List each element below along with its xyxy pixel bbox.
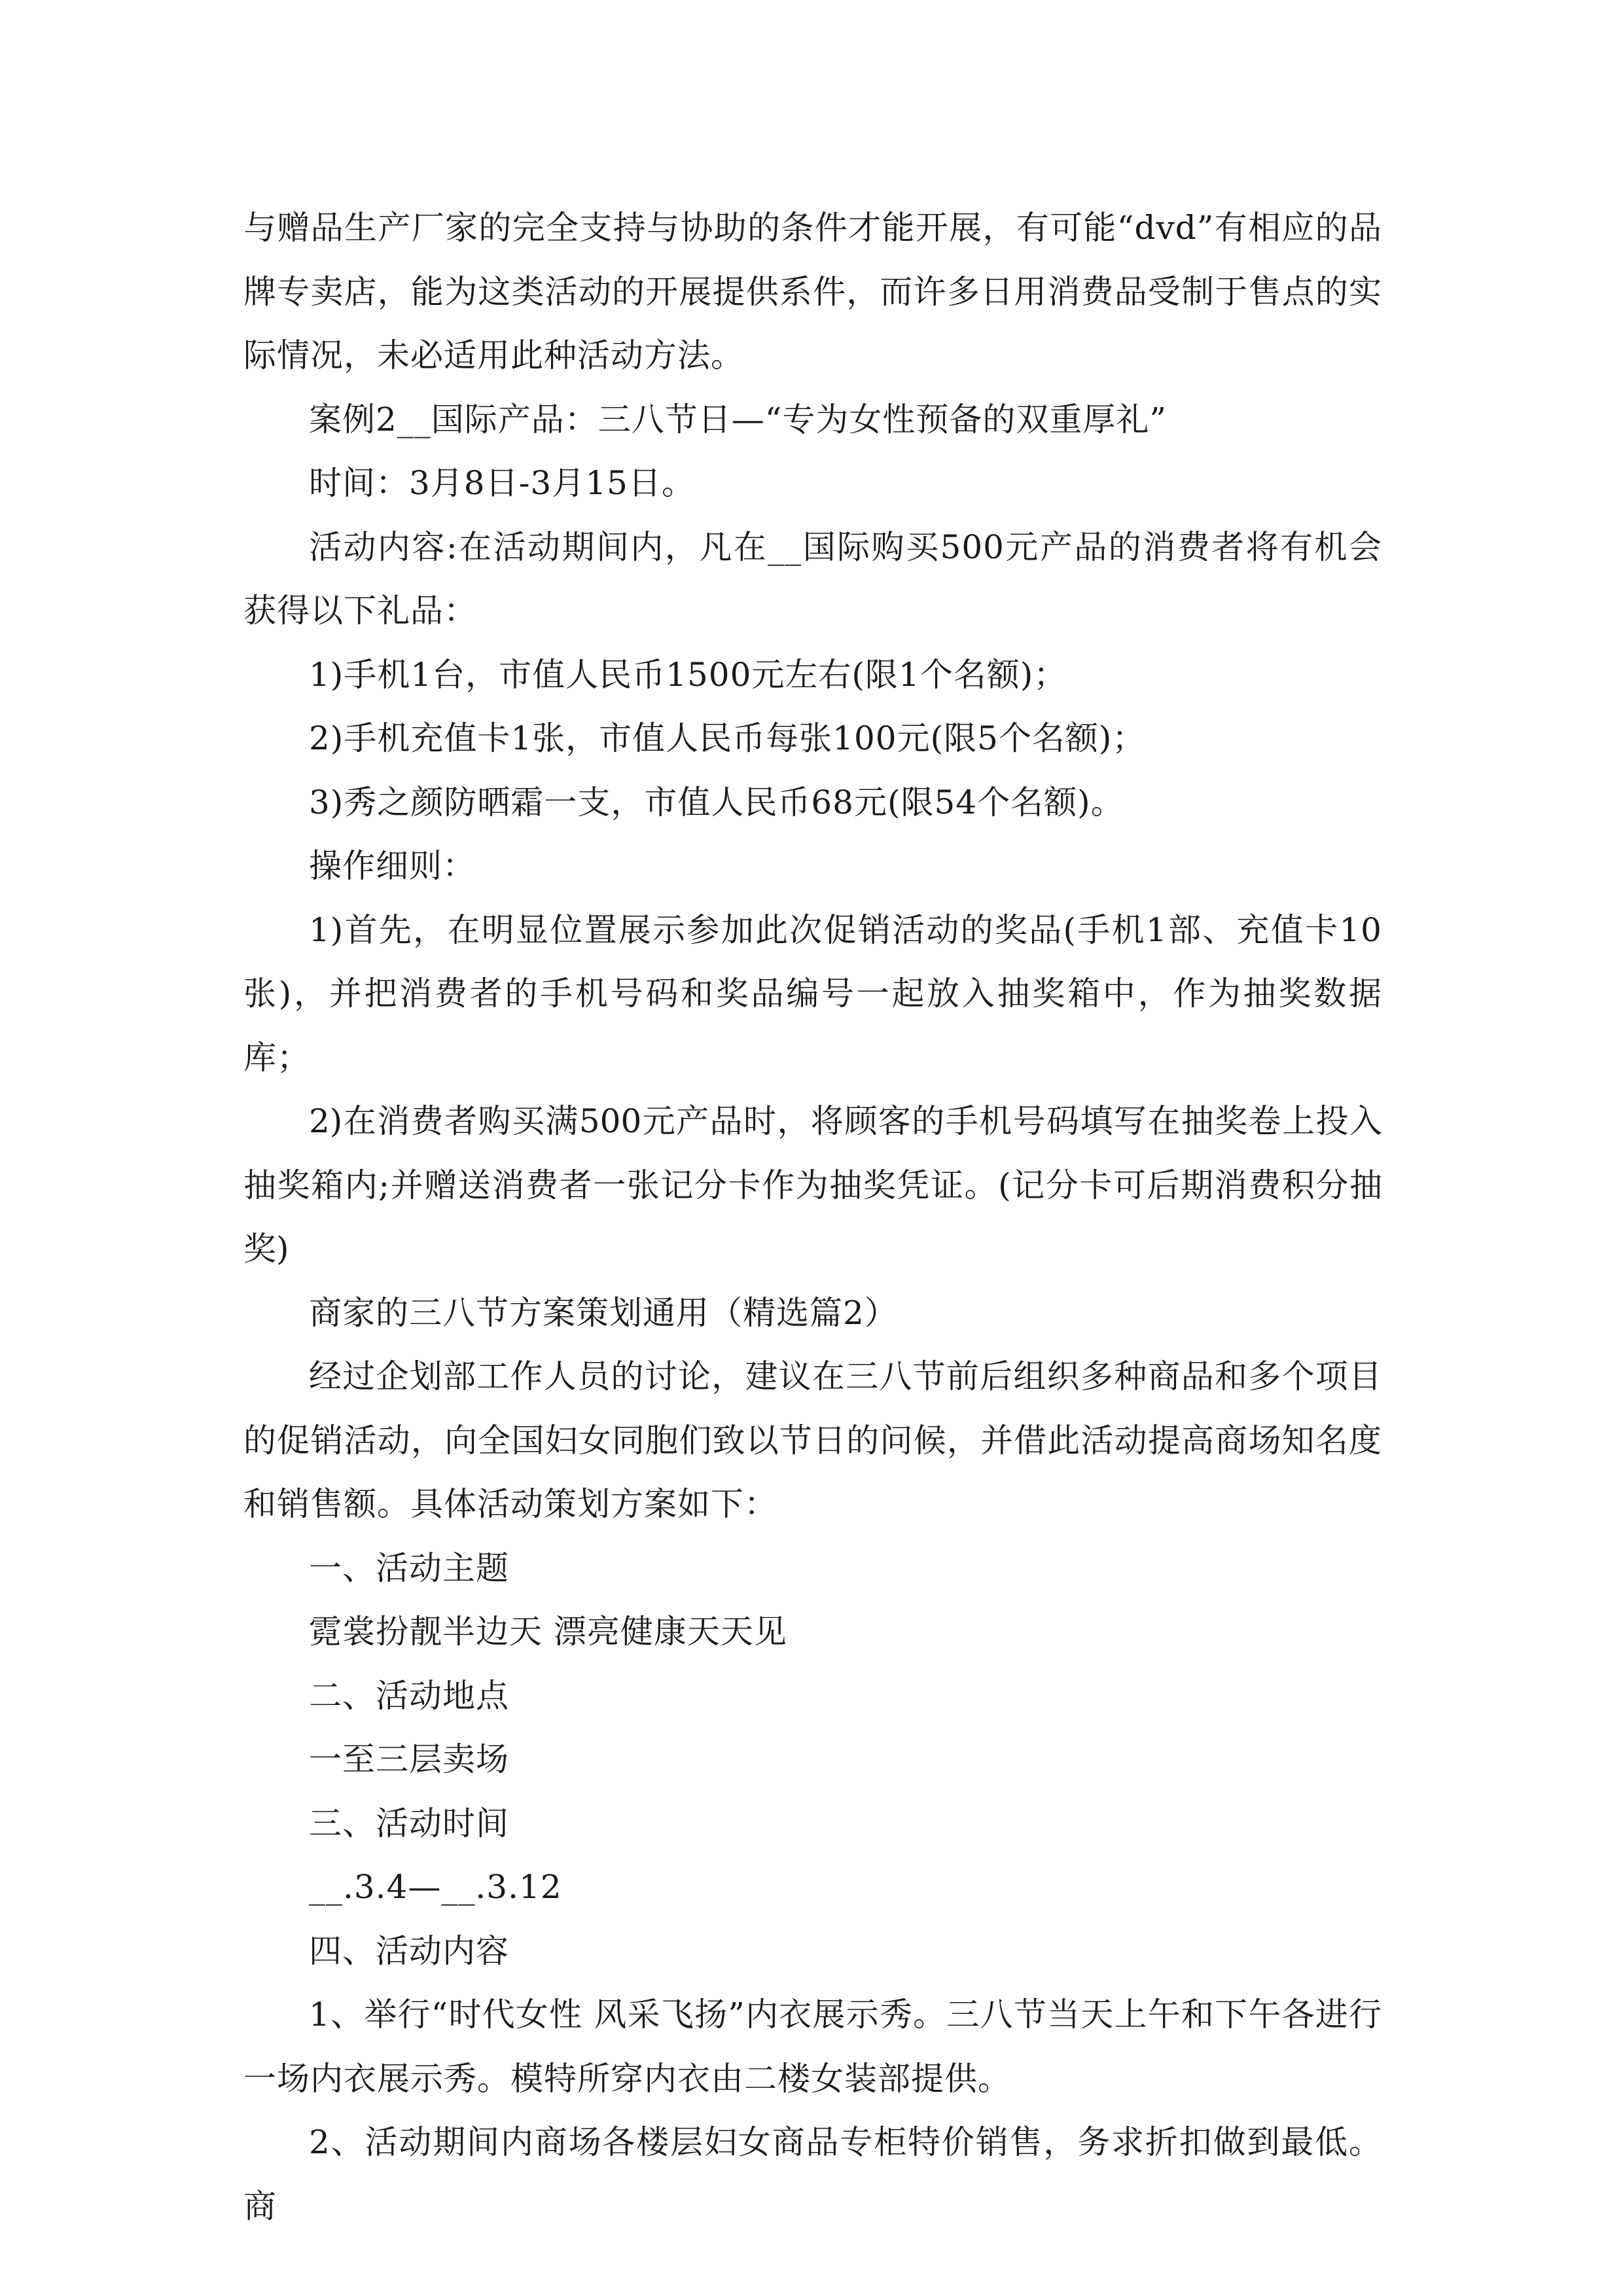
section-heading: 四、活动内容 <box>309 1931 509 1970</box>
section-heading: 一、活动主题 <box>309 1549 509 1587</box>
paragraph: __.3.4—__.3.12 <box>309 1868 562 1906</box>
list-item: 2)手机充值卡1张，市值人民币每张100元(限5个名额)； <box>309 719 1146 757</box>
list-item: 2)在消费者购买满500元产品时，将顾客的手机号码填写在抽奖卷上投入抽奖箱内;并赠送消费者一张记分卡作为抽奖凭证。(记分卡可后期消费积分抽奖) <box>243 1102 1382 1268</box>
list-item: 1)手机1台，市值人民币1500元左右(限1个名额)； <box>309 655 1067 694</box>
section-heading: 三、活动时间 <box>309 1804 509 1842</box>
paragraph: 案例2__国际产品：三八节日—“专为女性预备的双重厚礼” <box>309 400 1167 439</box>
list-item: 1)首先，在明显位置展示参加此次促销活动的奖品(手机1部、充值卡10张)，并把消费者的手机号码和奖品编号一起放入抽奖箱中，作为抽奖数据库； <box>243 910 1382 1077</box>
paragraph: 活动内容:在活动期间内，凡在__国际购买500元产品的消费者将有机会获得以下礼品： <box>243 528 1382 630</box>
paragraph-heading: 操作细则： <box>309 847 476 885</box>
paragraph: 霓裳扮靓半边天 漂亮健康天天见 <box>309 1613 787 1651</box>
section-heading: 二、活动地点 <box>309 1676 509 1715</box>
document-body <box>243 196 1382 2238</box>
section-title: 商家的三八节方案策划通用（精选篇2） <box>309 1293 898 1332</box>
list-item: 1、举行“时代女性 风采飞扬”内衣展示秀。三八节当天上午和下午各进行一场内衣展示秀。模特所穿内衣由二楼女装部提供。 <box>243 1996 1382 2098</box>
paragraph: 一至三层卖场 <box>309 1740 509 1778</box>
paragraph: 时间：3月8日-3月15日。 <box>309 464 695 502</box>
list-item: 3)秀之颜防晒霜一支，市值人民币68元(限54个名额)。 <box>309 783 1124 821</box>
list-item: 2、活动期间内商场各楼层妇女商品专柜特价销售，务求折扣做到最低。商 <box>243 2123 1382 2225</box>
paragraph: 与赠品生产厂家的完全支持与协助的条件才能开展，有可能“dvd”有相应的品牌专卖店，能为这类活动的开展提供系件，而许多日用消费品受制于售点的实际情况，未必适用此种活动方法。 <box>243 209 1382 374</box>
paragraph: 经过企划部工作人员的讨论，建议在三八节前后组织多种商品和多个项目的促销活动，向全国妇女同胞们致以节日的问候，并借此活动提高商场知名度和销售额。具体活动策划方案如下： <box>243 1357 1382 1523</box>
